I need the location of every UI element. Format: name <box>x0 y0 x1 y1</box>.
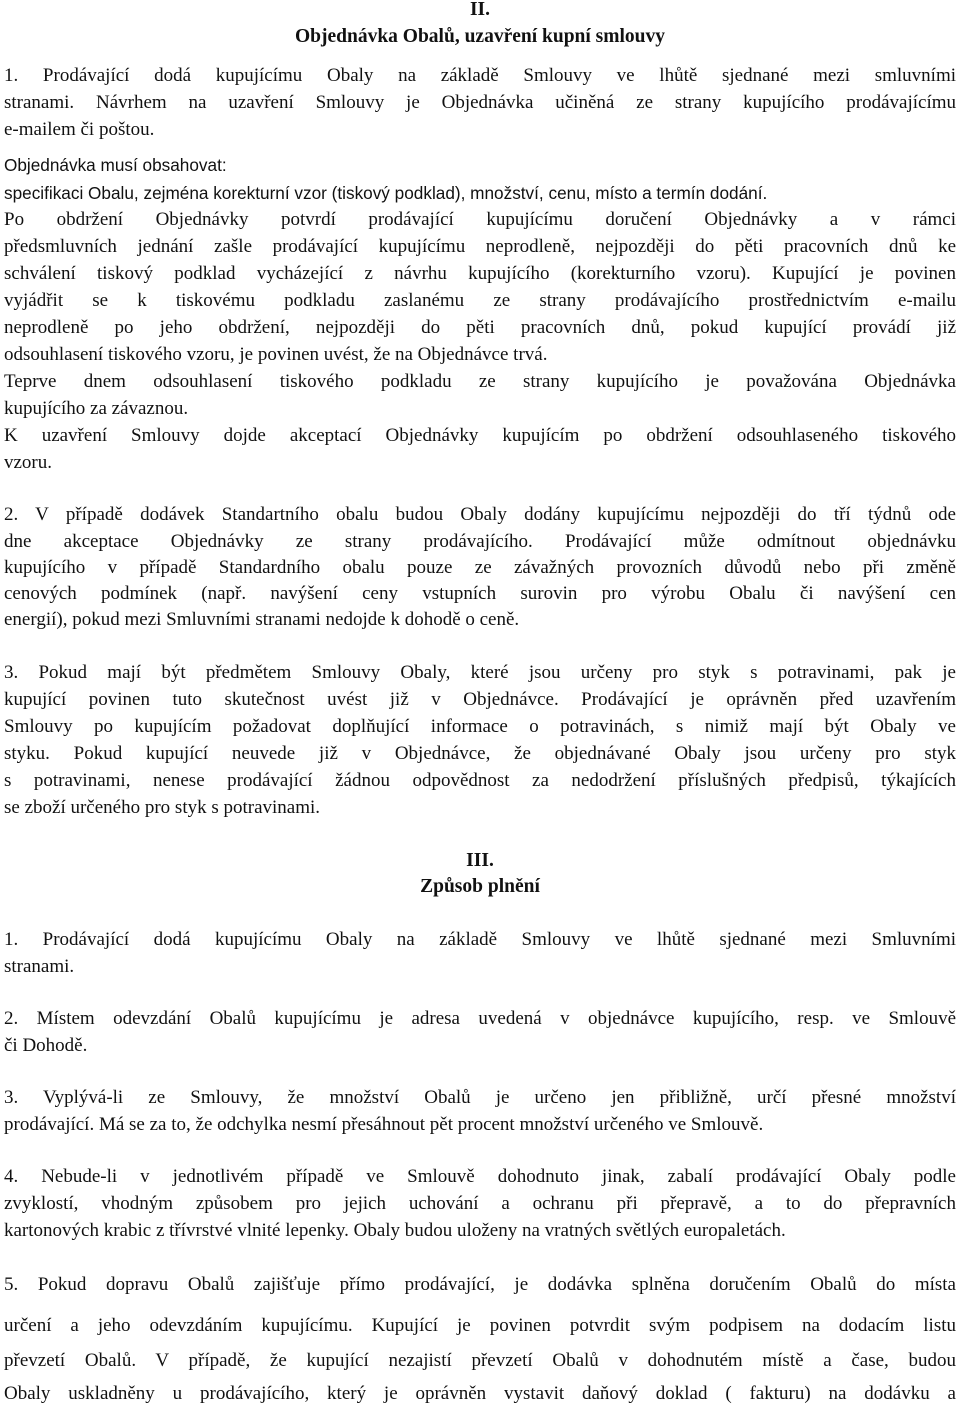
section-3-line: prodávající. Má se za to, že odchylka nesmí přesáhnout pět procent množství určeného ve Smlouvě. <box>4 1114 764 1135</box>
section-3-line: převzetí Obalů. V případě, že kupující nezajistí převzetí Obalů v dohodnutém místě a čase, budou <box>4 1350 956 1371</box>
section-3-line: 1. Prodávající dodá kupujícímu Obaly na základě Smlouvy ve lhůtě sjednané mezi Smluvními <box>4 929 956 950</box>
section-2-line: styku. Pokud kupující neuvede již v Objednávce, že objednávané Obaly jsou určeny pro styk <box>4 743 956 764</box>
section-2-line: s potravinami, nenese prodávající žádnou odpovědnost za nedodržení příslušných předpisů, týkajících <box>4 770 956 791</box>
section-2-line: předsmluvních jednání zašle prodávající kupujícímu neprodleně, nejpozději do pěti pracovních dnů ke <box>4 236 956 257</box>
section-2-line: schválení tiskový podklad vycházející z návrhu kupujícího (korekturního vzoru). Kupující je povinen <box>4 263 956 284</box>
section-3-line: Obaly uskladněny u prodávajícího, který je oprávněn vystavit daňový doklad ( fakturu) na dodávku a <box>4 1383 956 1404</box>
section-3-line: 4. Nebude-li v jednotlivém případě ve Smlouvě dohodnuto jinak, zabalí prodávající Obaly podle <box>4 1166 956 1187</box>
section-2-line: specifikaci Obalu, zejména korekturní vzor (tiskový podklad), množství, cenu, místo a termín dodání. <box>4 183 768 203</box>
section-2-title: Objednávka Obalů, uzavření kupní smlouvy <box>294 26 666 47</box>
section-3-title: Způsob plnění <box>420 876 540 897</box>
section-3-line: 5. Pokud dopravu Obalů zajišťuje přímo prodávající, je dodávka splněna doručením Obalů do místa <box>4 1274 956 1295</box>
section-2-line: vyjádřit se k tiskovému podkladu zaslanému ze strany prodávajícího prostřednictvím e-mailu <box>4 290 956 311</box>
section-2-line: dne akceptace Objednávky ze strany prodávajícího. Prodávající může odmítnout objednávku <box>4 531 956 552</box>
section-2-line: cenových podmínek (např. navýšení ceny vstupních surovin pro výrobu Obalu či navýšení cen <box>4 583 956 604</box>
section-2-line: Smlouvy po kupujícím požadovat doplňující informace o potravinách, s nimiž mají být Obaly ve <box>4 716 956 737</box>
section-2-line: kupujícího v případě Standardního obalu pouze ze závažných provozních důvodů nebo při změně <box>4 557 956 578</box>
section-3-line: 3. Vyplývá-li ze Smlouvy, že množství Obalů je určeno jen přibližně, určí přesné množství <box>4 1087 956 1108</box>
section-3-line: zvyklostí, vhodným způsobem pro jejich uchování a ochranu při přepravě, a to do přepravních <box>4 1193 956 1214</box>
section-2-line: se zboží určeného pro styk s potravinami. <box>4 797 321 818</box>
section-2-line: Po obdržení Objednávky potvrdí prodávající kupujícímu doručení Objednávky a v rámci <box>4 209 956 230</box>
section-2-line: kupující povinen tuto skutečnost uvést již v Objednávce. Prodávající je oprávněn před uzavřením <box>4 689 956 710</box>
section-2-line: odsouhlasení tiskového vzoru, je povinen uvést, že na Objednávce trvá. <box>4 344 548 365</box>
section-2-line: stranami. Návrhem na uzavření Smlouvy je Objednávka učiněná ze strany kupujícího prodávajícímu <box>4 92 956 113</box>
section-2-line: K uzavření Smlouvy dojde akceptací Objednávky kupujícím po obdržení odsouhlaseného tiskového <box>4 425 956 446</box>
section-2-line: vzoru. <box>4 452 53 473</box>
section-2-line: 2. V případě dodávek Standartního obalu budou Obaly dodány kupujícímu nejpozději do tří týdnů ode <box>4 504 956 525</box>
section-2-line: Teprve dnem odsouhlasení tiskového podkladu ze strany kupujícího je považována Objednávka <box>4 371 956 392</box>
section-2-line: 3. Pokud mají být předmětem Smlouvy Obaly, které jsou určeny pro styk s potravinami, pak je <box>4 662 956 683</box>
section-3-line: 2. Místem odevzdání Obalů kupujícímu je adresa uvedená v objednávce kupujícího, resp. ve Smlouvě <box>4 1008 956 1029</box>
section-2-line: 1. Prodávající dodá kupujícímu Obaly na základě Smlouvy ve lhůtě sjednané mezi smluvními <box>4 65 956 86</box>
section-3-line: či Dohodě. <box>4 1035 88 1056</box>
section-2-line: energií), pokud mezi Smluvními stranami nedojde k dohodě o ceně. <box>4 609 520 630</box>
section-2-line: e-mailem či poštou. <box>4 119 155 140</box>
section-2-line: Objednávka musí obsahovat: <box>4 155 227 175</box>
section-2-number: II. <box>469 0 491 20</box>
section-3-line: stranami. <box>4 956 75 977</box>
section-2-line: neprodleně po jeho obdržení, nejpozději do pěti pracovních dnů, pokud kupující provádí již <box>4 317 956 338</box>
section-3-line: kartonových krabic z třívrstvé vlnité lepenky. Obaly budou uloženy na vratných světlých europaletách. <box>4 1220 786 1241</box>
section-2-line: kupujícího za závaznou. <box>4 398 189 419</box>
section-3-number: III. <box>466 850 494 871</box>
section-3-line: určení a jeho odevzdáním kupujícímu. Kupující je povinen potvrdit svým podpisem na dodacím listu <box>4 1315 956 1336</box>
